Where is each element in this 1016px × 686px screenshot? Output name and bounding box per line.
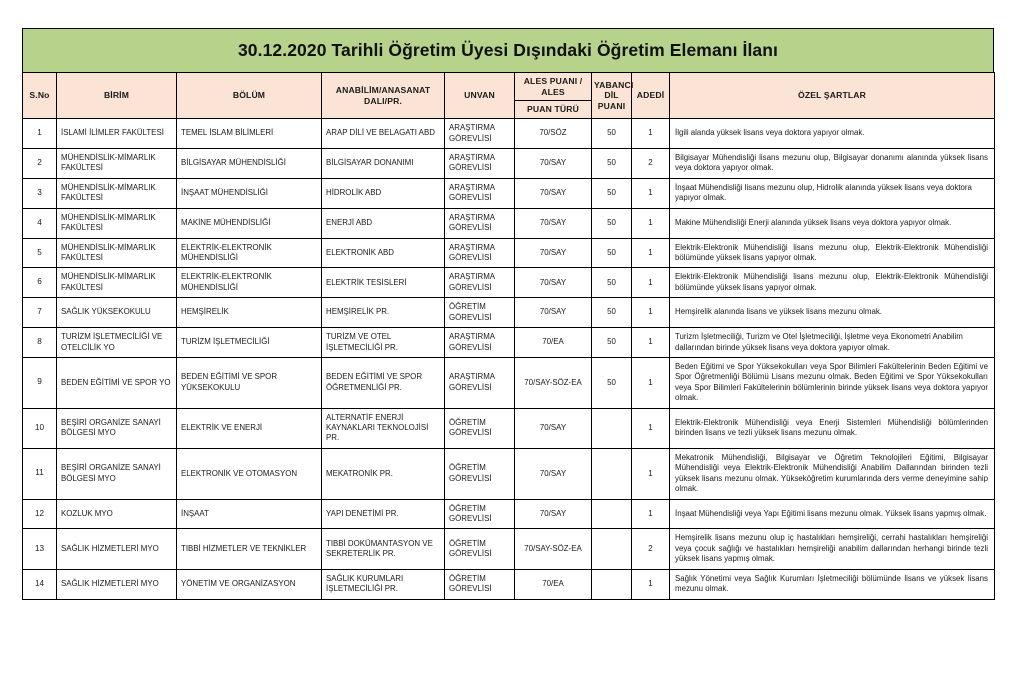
cell-special-conditions: Elektrik-Elektronik Mühendisliği lisans mezunu olup, Elektrik-Elektronik Mühendisliği bölümünde yüksek lisans yapıyor olmak. bbox=[670, 238, 995, 268]
cell-foreign-language-score: 50 bbox=[592, 208, 632, 238]
cell-sno: 1 bbox=[23, 119, 57, 149]
column-header-ales-score-type: PUAN TÜRÜ bbox=[527, 104, 579, 115]
cell-bolum: ELEKTRİK-ELEKTRONİK MÜHENDİSLİĞİ bbox=[177, 268, 322, 298]
column-header-foreign-language-score: YABANCI DİL PUANI bbox=[592, 73, 632, 119]
cell-birim: İSLAMİ İLİMLER FAKÜLTESİ bbox=[57, 119, 177, 149]
cell-unvan: ÖĞRETİM GÖREVLİSİ bbox=[445, 408, 515, 448]
cell-sno: 3 bbox=[23, 178, 57, 208]
cell-foreign-language-score bbox=[592, 499, 632, 529]
cell-bolum: İNŞAAT MÜHENDİSLİĞİ bbox=[177, 178, 322, 208]
page-title: 30.12.2020 Tarihli Öğretim Üyesi Dışındaki Öğretim Elemanı İlanı bbox=[237, 40, 779, 60]
table-row bbox=[23, 238, 995, 268]
column-header-anabilim: ANABİLİM/ANASANAT DALI/PR. bbox=[322, 73, 445, 119]
column-header-sno: S.No bbox=[23, 73, 57, 119]
cell-special-conditions: Elektrik-Elektronik Mühendisliği lisans mezunu olup, Elektrik-Elektronik Mühendisliği bölümünde yüksek lisans yapıyor olmak. bbox=[670, 268, 995, 298]
cell-ales-score: 70/SAY bbox=[515, 149, 592, 179]
cell-bolum: HEMŞİRELİK bbox=[177, 298, 322, 328]
table-row bbox=[23, 408, 995, 448]
cell-sno: 5 bbox=[23, 238, 57, 268]
cell-special-conditions: İnşaat Mühendisliği veya Yapı Eğitimi lisans mezunu olmak. Yüksek lisans yapmış olmak. bbox=[670, 499, 995, 529]
cell-special-conditions: İnşaat Mühendisliği lisans mezunu olup, Hidrolik alanında yüksek lisans veya doktora yapıyor olmak. bbox=[670, 178, 995, 208]
cell-birim: MÜHENDİSLİK-MİMARLIK FAKÜLTESİ bbox=[57, 238, 177, 268]
cell-foreign-language-score bbox=[592, 408, 632, 448]
cell-bolum: ELEKTRONİK VE OTOMASYON bbox=[177, 448, 322, 499]
cell-anabilim: SAĞLIK KURUMLARI İŞLETMECİLİĞİ PR. bbox=[322, 569, 445, 599]
cell-sno: 13 bbox=[23, 529, 57, 569]
cell-birim: MÜHENDİSLİK-MİMARLIK FAKÜLTESİ bbox=[57, 208, 177, 238]
cell-quantity: 2 bbox=[632, 149, 670, 179]
cell-unvan: ARAŞTIRMA GÖREVLİSİ bbox=[445, 119, 515, 149]
cell-sno: 6 bbox=[23, 268, 57, 298]
cell-foreign-language-score bbox=[592, 529, 632, 569]
cell-birim: SAĞLIK HİZMETLERİ MYO bbox=[57, 529, 177, 569]
cell-unvan: ÖĞRETİM GÖREVLİSİ bbox=[445, 529, 515, 569]
cell-foreign-language-score: 50 bbox=[592, 298, 632, 328]
column-header-bolum: BÖLÜM bbox=[177, 73, 322, 119]
cell-ales-score: 70/EA bbox=[515, 328, 592, 358]
cell-sno: 14 bbox=[23, 569, 57, 599]
announcement-title-banner bbox=[22, 28, 994, 72]
cell-quantity: 1 bbox=[632, 178, 670, 208]
cell-quantity: 2 bbox=[632, 529, 670, 569]
cell-ales-score: 70/SAY bbox=[515, 268, 592, 298]
cell-birim: MÜHENDİSLİK-MİMARLIK FAKÜLTESİ bbox=[57, 178, 177, 208]
cell-quantity: 1 bbox=[632, 408, 670, 448]
cell-foreign-language-score: 50 bbox=[592, 357, 632, 408]
table-row bbox=[23, 268, 995, 298]
cell-birim: BEDEN EĞİTİMİ VE SPOR YO bbox=[57, 357, 177, 408]
cell-bolum: TEMEL İSLAM BİLİMLERİ bbox=[177, 119, 322, 149]
cell-ales-score: 70/SÖZ bbox=[515, 119, 592, 149]
column-header-quantity: ADEDİ bbox=[632, 73, 670, 119]
cell-anabilim: BİLGİSAYAR DONANIMI bbox=[322, 149, 445, 179]
cell-unvan: ARAŞTIRMA GÖREVLİSİ bbox=[445, 238, 515, 268]
cell-ales-score: 70/SAY bbox=[515, 298, 592, 328]
cell-ales-score: 70/SAY-SÖZ-EA bbox=[515, 529, 592, 569]
cell-bolum: MAKİNE MÜHENDİSLİĞİ bbox=[177, 208, 322, 238]
cell-special-conditions: Bilgisayar Mühendisliği lisans mezunu olup, Bilgisayar donanımı alanında yüksek lisans veya doktora yapıyor olmak. bbox=[670, 149, 995, 179]
cell-special-conditions: Makine Mühendisliği Enerji alanında yüksek lisans veya doktora yapıyor olmak. bbox=[670, 208, 995, 238]
cell-unvan: ÖĞRETİM GÖREVLİSİ bbox=[445, 298, 515, 328]
cell-anabilim: ALTERNATİF ENERJİ KAYNAKLARI TEKNOLOJİSİ PR. bbox=[322, 408, 445, 448]
cell-foreign-language-score: 50 bbox=[592, 149, 632, 179]
column-header-unvan: UNVAN bbox=[445, 73, 515, 119]
cell-unvan: ARAŞTIRMA GÖREVLİSİ bbox=[445, 328, 515, 358]
table-row bbox=[23, 328, 995, 358]
cell-bolum: TIBBİ HİZMETLER VE TEKNİKLER bbox=[177, 529, 322, 569]
cell-anabilim: HEMŞİRELİK PR. bbox=[322, 298, 445, 328]
cell-anabilim: ELEKTRONİK ABD bbox=[322, 238, 445, 268]
cell-quantity: 1 bbox=[632, 208, 670, 238]
cell-anabilim: MEKATRONİK PR. bbox=[322, 448, 445, 499]
cell-foreign-language-score: 50 bbox=[592, 178, 632, 208]
cell-bolum: BEDEN EĞİTİMİ VE SPOR YÜKSEKOKULU bbox=[177, 357, 322, 408]
cell-special-conditions: İlgili alanda yüksek lisans veya doktora yapıyor olmak. bbox=[670, 119, 995, 149]
table-row bbox=[23, 119, 995, 149]
cell-unvan: ÖĞRETİM GÖREVLİSİ bbox=[445, 448, 515, 499]
table-row bbox=[23, 529, 995, 569]
cell-ales-score: 70/SAY bbox=[515, 208, 592, 238]
cell-sno: 12 bbox=[23, 499, 57, 529]
cell-sno: 4 bbox=[23, 208, 57, 238]
table-row bbox=[23, 208, 995, 238]
cell-quantity: 1 bbox=[632, 119, 670, 149]
table-row bbox=[23, 569, 995, 599]
column-header-ales-score: ALES PUANI / ALES bbox=[515, 73, 591, 101]
table-row bbox=[23, 448, 995, 499]
cell-unvan: ÖĞRETİM GÖREVLİSİ bbox=[445, 499, 515, 529]
cell-ales-score: 70/SAY bbox=[515, 499, 592, 529]
table-row bbox=[23, 499, 995, 529]
cell-unvan: ARAŞTIRMA GÖREVLİSİ bbox=[445, 149, 515, 179]
cell-birim: KOZLUK MYO bbox=[57, 499, 177, 529]
cell-birim: MÜHENDİSLİK-MİMARLIK FAKÜLTESİ bbox=[57, 268, 177, 298]
cell-unvan: ARAŞTIRMA GÖREVLİSİ bbox=[445, 357, 515, 408]
cell-special-conditions: Mekatronik Mühendisliği, Bilgisayar ve Öğretim Teknolojileri Eğitimi, Bilgisayar Mühendisliği veya Elektrik-Elektronik Mühendisliği Anabilim Dallarından birinden tezli yüksek lisans mezunu olmak. Yükseköğretim kurumlarında ders verme deneyimine sahip olmak. bbox=[670, 448, 995, 499]
cell-foreign-language-score: 50 bbox=[592, 119, 632, 149]
cell-unvan: ÖĞRETİM GÖREVLİSİ bbox=[445, 569, 515, 599]
cell-quantity: 1 bbox=[632, 268, 670, 298]
cell-ales-score: 70/SAY bbox=[515, 448, 592, 499]
cell-ales-score: 70/SAY bbox=[515, 178, 592, 208]
cell-sno: 11 bbox=[23, 448, 57, 499]
cell-anabilim: BEDEN EĞİTİMİ VE SPOR ÖĞRETMENLİĞİ PR. bbox=[322, 357, 445, 408]
cell-anabilim: TIBBİ DOKÜMANTASYON VE SEKRETERLİK PR. bbox=[322, 529, 445, 569]
cell-anabilim: YAPI DENETİMİ PR. bbox=[322, 499, 445, 529]
column-header-birim: BİRİM bbox=[57, 73, 177, 119]
cell-quantity: 1 bbox=[632, 298, 670, 328]
announcement-sheet bbox=[22, 28, 994, 600]
cell-birim: MÜHENDİSLİK-MİMARLIK FAKÜLTESİ bbox=[57, 149, 177, 179]
table-row bbox=[23, 149, 995, 179]
cell-special-conditions: Sağlık Yönetimi veya Sağlık Kurumları İşletmeciliği bölümünde lisans ve yüksek lisans mezunu olmak. bbox=[670, 569, 995, 599]
cell-foreign-language-score: 50 bbox=[592, 238, 632, 268]
cell-birim: SAĞLIK YÜKSEKOKULU bbox=[57, 298, 177, 328]
cell-foreign-language-score: 50 bbox=[592, 328, 632, 358]
cell-quantity: 1 bbox=[632, 357, 670, 408]
cell-anabilim: ARAP DİLİ VE BELAGATI ABD bbox=[322, 119, 445, 149]
cell-foreign-language-score: 50 bbox=[592, 268, 632, 298]
cell-special-conditions: Elektrik-Elektronik Mühendisliği veya Enerji Sistemleri Mühendisliği bölümlerinden birinden lisans ve tezli yüksek lisans mezunu olmak. bbox=[670, 408, 995, 448]
cell-bolum: YÖNETİM VE ORGANİZASYON bbox=[177, 569, 322, 599]
cell-sno: 9 bbox=[23, 357, 57, 408]
cell-special-conditions: Beden Eğitimi ve Spor Yüksekokulları veya Spor Bilimleri Fakültelerinin Beden Eğitimi ve Spor Öğretmenliği Bölümü Lisans mezunu olmak. Beden Eğitimi ve Spor Yüksekokulları veya Spor Bilimleri Fakültelerinin bölümlerinin birinde yüksek lisans veya doktora yapıyor olmak. bbox=[670, 357, 995, 408]
cell-unvan: ARAŞTIRMA GÖREVLİSİ bbox=[445, 268, 515, 298]
cell-ales-score: 70/SAY bbox=[515, 238, 592, 268]
cell-birim: SAĞLIK HİZMETLERİ MYO bbox=[57, 569, 177, 599]
cell-special-conditions: Turizm İşletmeciliği, Turizm ve Otel İşletmeciliği, İşletme veya Ekonometri Anabilim dallarından birinde yüksek lisans veya doktora yapıyor olmak. bbox=[670, 328, 995, 358]
column-header-ales bbox=[515, 73, 592, 119]
cell-birim: TURİZM İŞLETMECİLİĞİ VE OTELCİLİK YO bbox=[57, 328, 177, 358]
cell-sno: 2 bbox=[23, 149, 57, 179]
cell-sno: 7 bbox=[23, 298, 57, 328]
cell-birim: BEŞİRİ ORGANİZE SANAYİ BÖLGESİ MYO bbox=[57, 408, 177, 448]
cell-quantity: 1 bbox=[632, 238, 670, 268]
cell-anabilim: ELEKTRİK TESİSLERİ bbox=[322, 268, 445, 298]
cell-ales-score: 70/EA bbox=[515, 569, 592, 599]
positions-table bbox=[22, 72, 995, 600]
cell-special-conditions: Hemşirelik lisans mezunu olup iç hastalıkları hemşireliği, cerrahi hastalıkları hemşireliği veya çocuk sağlığı ve hastalıkları hemşireliği anabilim dallarından herhangi birinde tezli yüksek lisans yapmış olmak. bbox=[670, 529, 995, 569]
cell-bolum: TURİZM İŞLETMECİLİĞİ bbox=[177, 328, 322, 358]
cell-foreign-language-score bbox=[592, 569, 632, 599]
cell-anabilim: TURİZM VE OTEL İŞLETMECİLİĞİ PR. bbox=[322, 328, 445, 358]
cell-bolum: ELEKTRİK-ELEKTRONİK MÜHENDİSLİĞİ bbox=[177, 238, 322, 268]
cell-special-conditions: Hemşirelik alanında lisans ve yüksek lisans mezunu olmak. bbox=[670, 298, 995, 328]
cell-bolum: İNŞAAT bbox=[177, 499, 322, 529]
cell-bolum: ELEKTRİK VE ENERJİ bbox=[177, 408, 322, 448]
table-row bbox=[23, 298, 995, 328]
table-body bbox=[23, 119, 995, 599]
table-row bbox=[23, 178, 995, 208]
table-row bbox=[23, 357, 995, 408]
cell-birim: BEŞİRİ ORGANİZE SANAYİ BÖLGESİ MYO bbox=[57, 448, 177, 499]
cell-ales-score: 70/SAY bbox=[515, 408, 592, 448]
cell-sno: 8 bbox=[23, 328, 57, 358]
cell-foreign-language-score bbox=[592, 448, 632, 499]
cell-quantity: 1 bbox=[632, 569, 670, 599]
table-header bbox=[23, 73, 995, 119]
cell-anabilim: ENERJİ ABD bbox=[322, 208, 445, 238]
cell-sno: 10 bbox=[23, 408, 57, 448]
table-header-row bbox=[23, 73, 995, 119]
cell-unvan: ARAŞTIRMA GÖREVLİSİ bbox=[445, 208, 515, 238]
column-header-special-conditions: ÖZEL ŞARTLAR bbox=[670, 73, 995, 119]
cell-quantity: 1 bbox=[632, 328, 670, 358]
cell-quantity: 1 bbox=[632, 499, 670, 529]
cell-unvan: ARAŞTIRMA GÖREVLİSİ bbox=[445, 178, 515, 208]
cell-bolum: BİLGİSAYAR MÜHENDİSLİĞİ bbox=[177, 149, 322, 179]
cell-quantity: 1 bbox=[632, 448, 670, 499]
cell-ales-score: 70/SAY-SÖZ-EA bbox=[515, 357, 592, 408]
cell-anabilim: HİDROLİK ABD bbox=[322, 178, 445, 208]
